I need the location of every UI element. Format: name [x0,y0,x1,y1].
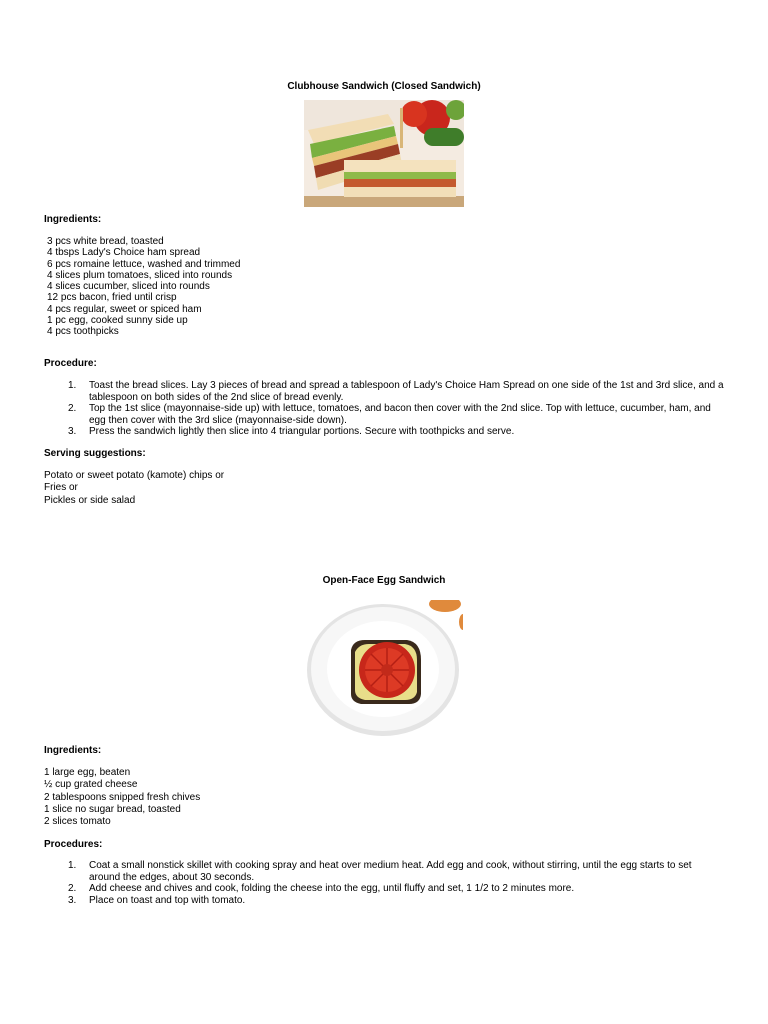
recipe2-ingredients-list [44,767,200,828]
clubhouse-sandwich-photo-icon [304,100,464,207]
list-item: 2 slices tomato [44,816,111,828]
recipe1-serving-heading: Serving suggestions: [44,448,146,459]
step-number: 2. [68,403,77,414]
recipe1-title: Clubhouse Sandwich (Closed Sandwich) [287,81,481,92]
recipe2-ingredients-heading: Ingredients: [44,745,102,756]
list-item: 1 slice no sugar bread, toasted [44,803,181,815]
list-item: 4 tbsps Lady's Choice ham spread [47,247,201,259]
list-item: 4 pcs regular, sweet or spiced ham [47,303,202,315]
list-item [44,403,724,426]
open-face-egg-sandwich-photo-icon [305,600,463,737]
step-text: Place on toast and top with tomato. [89,894,246,906]
recipe2-procedure-list [44,860,716,906]
step-number: 1. [68,380,77,391]
list-item: 4 slices plum tomatoes, sliced into rounds [47,269,233,281]
list-item [44,883,716,895]
step-text: Add cheese and chives and cook, folding the cheese into the egg, until fluffy and set, 1 1/2 to 2 minutes more. [89,883,575,894]
list-item [44,380,724,403]
recipe1-procedure-list [44,380,724,438]
step-text: Toast the bread slices. Lay 3 pieces of bread and spread a tablespoon of Lady's Choice Ham Spread on one side of the 1st and 3rd slice, and a tablespoon on both sides of the 2nd slice of bread evenly. [89,380,724,403]
recipe2-title: Open-Face Egg Sandwich [322,575,446,586]
step-number: 2. [68,883,77,894]
list-item: 2 tablespoons snipped fresh chives [44,791,201,803]
list-item: 1 pc egg, cooked sunny side up [47,315,188,327]
list-item [44,426,724,438]
list-item: Fries or [44,482,78,494]
list-item: ½ cup grated cheese [44,779,138,791]
step-number: 3. [68,426,77,437]
list-item: 6 pcs romaine lettuce, washed and trimmed [47,258,241,270]
list-item: 12 pcs bacon, fried until crisp [47,292,177,304]
step-text: Top the 1st slice (mayonnaise-side up) with lettuce, tomatoes, and bacon then cover with the 2nd slice. Top with lettuce, cucumber, ham, and egg then cover with the 3rd slice (mayonnaise-side down). [89,403,711,426]
step-text: Coat a small nonstick skillet with cooking spray and heat over medium heat. Add egg and cook, without stirring, until the egg starts to set around the edges, about 30 seconds. [89,860,692,883]
recipe2-procedure-heading: Procedures: [44,839,103,850]
list-item: 4 pcs toothpicks [47,326,119,338]
list-item [44,860,716,883]
list-item [44,895,716,907]
list-item: 3 pcs white bread, toasted [47,236,164,247]
list-item: Potato or sweet potato (kamote) chips or [44,470,225,481]
list-item: 4 slices cucumber, sliced into rounds [47,281,210,293]
recipe1-ingredients-heading: Ingredients: [44,214,102,225]
recipe1-procedure-heading: Procedure: [44,358,97,369]
list-item: 1 large egg, beaten [44,767,131,778]
step-number: 3. [68,894,77,906]
step-text: Press the sandwich lightly then slice into 4 triangular portions. Secure with toothpicks and serve. [89,426,515,437]
step-number: 1. [68,860,77,871]
list-item: Pickles or side salad [44,494,136,506]
recipe1-serving-list [44,470,224,507]
recipe1-ingredients-list [47,236,240,338]
